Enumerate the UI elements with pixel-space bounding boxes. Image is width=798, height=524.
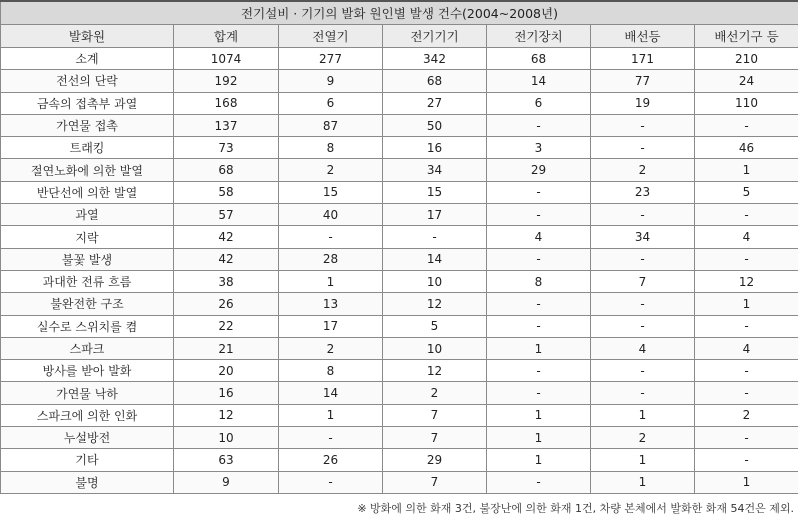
table-cell: 4	[591, 337, 695, 359]
table-cell: 68	[174, 159, 279, 181]
table-cell: 1074	[174, 48, 279, 70]
table-cell: 10	[174, 427, 279, 449]
table-cell: -	[279, 471, 383, 493]
row-label-cell: 가연물 접촉	[1, 114, 174, 136]
table-cell: 20	[174, 360, 279, 382]
row-label-cell: 가연물 낙하	[1, 382, 174, 404]
table-row	[1, 181, 798, 203]
table-row	[1, 337, 798, 359]
table-cell: 277	[279, 48, 383, 70]
row-label-cell: 트래킹	[1, 137, 174, 159]
table-cell: -	[591, 360, 695, 382]
table-cell: 68	[487, 48, 591, 70]
table-row	[1, 404, 798, 426]
table-cell: 9	[174, 471, 279, 493]
table-cell: -	[279, 226, 383, 248]
table-row	[1, 92, 798, 114]
table-cell: 15	[279, 181, 383, 203]
table-cell: 34	[383, 159, 487, 181]
table-cell: 38	[174, 270, 279, 292]
table-cell: 17	[383, 204, 487, 226]
table-cell: 4	[487, 226, 591, 248]
footnote: ※ 방화에 의한 화재 3건, 불장난에 의한 화재 1건, 차량 본체에서 발화한 화재 54건은 제외.	[357, 502, 794, 515]
table-row	[1, 137, 798, 159]
table-cell: 1	[591, 471, 695, 493]
table-cell: 3	[487, 137, 591, 159]
table-cell: -	[695, 248, 798, 270]
row-label-cell: 과대한 전류 흐름	[1, 270, 174, 292]
table-cell: -	[695, 427, 798, 449]
table-cell: 1	[591, 404, 695, 426]
table-cell: 168	[174, 92, 279, 114]
table-row	[1, 270, 798, 292]
table-cell: 2	[279, 337, 383, 359]
table-cell: 6	[279, 92, 383, 114]
table-cell: 16	[174, 382, 279, 404]
row-label-cell: 과열	[1, 204, 174, 226]
table-cell: -	[591, 382, 695, 404]
table-cell: 77	[591, 70, 695, 92]
table-cell: 6	[487, 92, 591, 114]
table-cell: -	[487, 471, 591, 493]
table-cell: -	[695, 360, 798, 382]
table-cell: -	[487, 360, 591, 382]
table-cell: 34	[591, 226, 695, 248]
table-cell: 7	[383, 404, 487, 426]
table-row	[1, 114, 798, 136]
row-label-cell: 불꽃 발생	[1, 248, 174, 270]
table-cell: 7	[591, 270, 695, 292]
row-label-cell: 스파크	[1, 337, 174, 359]
column-header: 전열기	[279, 25, 383, 48]
table-cell: 19	[591, 92, 695, 114]
table-cell: 14	[279, 382, 383, 404]
table-cell: -	[695, 449, 798, 471]
table-row	[1, 48, 798, 70]
table-cell: -	[383, 226, 487, 248]
table-cell: 27	[383, 92, 487, 114]
table-row	[1, 159, 798, 181]
table-cell: 12	[695, 270, 798, 292]
table-cell: 40	[279, 204, 383, 226]
table-cell: 1	[487, 427, 591, 449]
table-cell: 2	[695, 404, 798, 426]
table-cell: 10	[383, 270, 487, 292]
table-cell: 21	[174, 337, 279, 359]
table-cell: 17	[279, 315, 383, 337]
table-cell: 7	[383, 427, 487, 449]
table-cell: 29	[487, 159, 591, 181]
table-row	[1, 471, 798, 493]
row-label-cell: 전선의 단락	[1, 70, 174, 92]
row-label-cell: 소계	[1, 48, 174, 70]
row-label-cell: 불명	[1, 471, 174, 493]
table-row	[1, 226, 798, 248]
table-row	[1, 70, 798, 92]
row-label-cell: 지락	[1, 226, 174, 248]
table-cell: 1	[487, 337, 591, 359]
table-cell: 29	[383, 449, 487, 471]
table-cell: 4	[695, 226, 798, 248]
table-cell: -	[487, 248, 591, 270]
table-cell: 42	[174, 226, 279, 248]
table-cell: 1	[487, 404, 591, 426]
table-cell: -	[487, 204, 591, 226]
table-cell: 58	[174, 181, 279, 203]
table-cell: -	[591, 204, 695, 226]
table-cell: -	[591, 293, 695, 315]
row-label-cell: 스파크에 의한 인화	[1, 404, 174, 426]
table-cell: 16	[383, 137, 487, 159]
table-row	[1, 382, 798, 404]
column-header: 발화원	[1, 25, 174, 48]
table-title-row	[1, 1, 798, 25]
table-cell: 68	[383, 70, 487, 92]
table-cell: 42	[174, 248, 279, 270]
table-cell: 26	[279, 449, 383, 471]
table-cell: -	[591, 114, 695, 136]
table-header-row	[1, 25, 798, 48]
table-cell: 8	[487, 270, 591, 292]
row-label-cell: 누설방전	[1, 427, 174, 449]
table-cell: 2	[383, 382, 487, 404]
table-cell: 63	[174, 449, 279, 471]
table-cell: 7	[383, 471, 487, 493]
table-cell: 192	[174, 70, 279, 92]
table-cell: 15	[383, 181, 487, 203]
table-cell: 1	[487, 449, 591, 471]
table-cell: 5	[695, 181, 798, 203]
table-cell: -	[487, 315, 591, 337]
row-label-cell: 절연노화에 의한 발열	[1, 159, 174, 181]
table-cell: 8	[279, 360, 383, 382]
table-row	[1, 315, 798, 337]
table-row	[1, 248, 798, 270]
table-cell: 24	[695, 70, 798, 92]
table-cell: 73	[174, 137, 279, 159]
table-cell: 210	[695, 48, 798, 70]
table-cell: -	[591, 137, 695, 159]
table-cell: -	[487, 181, 591, 203]
row-label-cell: 반단선에 의한 발열	[1, 181, 174, 203]
table-cell: -	[487, 114, 591, 136]
table-cell: 12	[383, 293, 487, 315]
table-cell: 28	[279, 248, 383, 270]
table-title: 전기설비 · 기기의 발화 원인별 발생 건수(2004~2008년)	[1, 1, 798, 25]
table-row	[1, 449, 798, 471]
table-cell: 22	[174, 315, 279, 337]
table-cell: 13	[279, 293, 383, 315]
column-header: 배선등	[591, 25, 695, 48]
table-cell: 26	[174, 293, 279, 315]
row-label-cell: 실수로 스위치를 켬	[1, 315, 174, 337]
table-cell: 2	[279, 159, 383, 181]
row-label-cell: 불완전한 구조	[1, 293, 174, 315]
table-cell: -	[695, 382, 798, 404]
table-row	[1, 427, 798, 449]
column-header: 전기기기	[383, 25, 487, 48]
table-cell: 1	[695, 471, 798, 493]
table-cell: 12	[174, 404, 279, 426]
table-row	[1, 204, 798, 226]
table-cell: 2	[591, 159, 695, 181]
table-cell: -	[695, 204, 798, 226]
table-cell: 8	[279, 137, 383, 159]
table-cell: -	[487, 293, 591, 315]
column-header: 배선기구 등	[695, 25, 798, 48]
table-cell: -	[591, 315, 695, 337]
table-cell: 5	[383, 315, 487, 337]
table-cell: 10	[383, 337, 487, 359]
table-cell: 1	[279, 270, 383, 292]
table-cell: 342	[383, 48, 487, 70]
row-label-cell: 금속의 접촉부 과열	[1, 92, 174, 114]
table-cell: 1	[591, 449, 695, 471]
table-cell: -	[591, 248, 695, 270]
table-cell: 171	[591, 48, 695, 70]
table-cell: -	[279, 427, 383, 449]
table-cell: 9	[279, 70, 383, 92]
table-cell: -	[487, 382, 591, 404]
table-row	[1, 360, 798, 382]
table-cell: 1	[695, 159, 798, 181]
table-cell: 50	[383, 114, 487, 136]
row-label-cell: 방사를 받아 발화	[1, 360, 174, 382]
table-cell: 137	[174, 114, 279, 136]
table-cell: 23	[591, 181, 695, 203]
table-cell: 46	[695, 137, 798, 159]
column-header: 전기장치	[487, 25, 591, 48]
table-row	[1, 293, 798, 315]
row-label-cell: 기타	[1, 449, 174, 471]
column-header: 합계	[174, 25, 279, 48]
table-cell: 2	[591, 427, 695, 449]
table-cell: 1	[695, 293, 798, 315]
table-cell: 14	[383, 248, 487, 270]
table-cell: -	[695, 315, 798, 337]
table-cell: 4	[695, 337, 798, 359]
table-cell: 1	[279, 404, 383, 426]
table-cell: -	[695, 114, 798, 136]
table-cell: 12	[383, 360, 487, 382]
table-cell: 14	[487, 70, 591, 92]
table-cell: 110	[695, 92, 798, 114]
table-body	[1, 48, 798, 494]
table-cell: 87	[279, 114, 383, 136]
table-cell: 57	[174, 204, 279, 226]
